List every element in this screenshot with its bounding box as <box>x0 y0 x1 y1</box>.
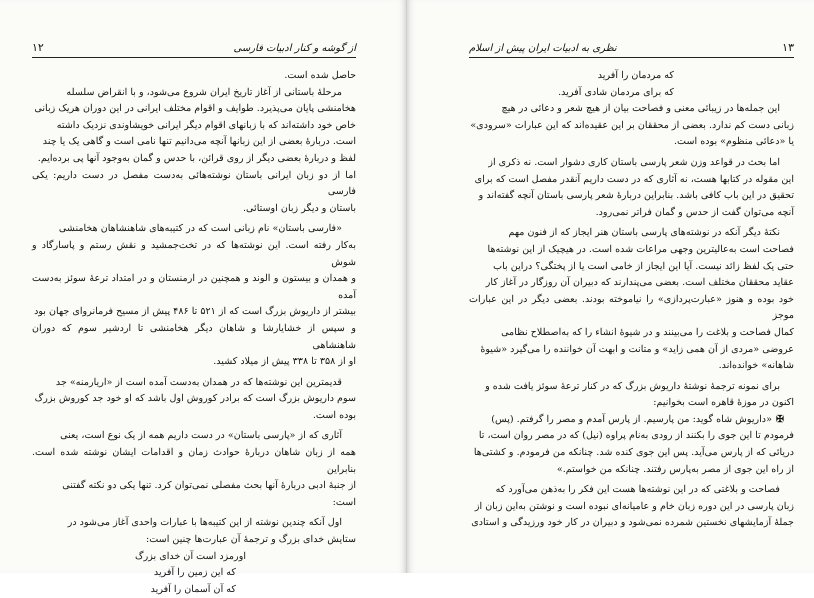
text-line <box>469 325 794 342</box>
text-line <box>469 85 794 102</box>
text-line <box>469 242 794 259</box>
text-line <box>32 101 356 118</box>
margin-mark-icon: ✠ <box>775 413 784 425</box>
line-text: این جمله‌ها در زیبائی معنی و فصاحت بیان از هیچ شعر و دعائی در هیچ <box>501 103 780 115</box>
line-text: دریائی که از پارس می‌آید. پس این جوی کنده شد. چنانکه من فرمودم. و کشتی‌ها <box>473 447 794 459</box>
right-page <box>407 0 814 573</box>
line-text: کمال فصاحت و بلاغت را می‌بینند و در شیوهٔ انشاء را که به‌اصطلاح نظامی <box>501 326 794 338</box>
text-line <box>469 118 794 135</box>
text-line <box>32 478 356 495</box>
line-text: شاهانه» خوانده‌اند. <box>718 360 794 372</box>
text-line <box>32 151 356 168</box>
line-text: زبان پارسی در این دوره زبان خام و عامیانه‌ای نبوده است و نوشتن به‌این زبان از <box>474 500 794 512</box>
text-line <box>32 134 356 151</box>
text-line <box>32 201 356 218</box>
line-text: که مردمان را آفرید <box>597 70 674 81</box>
text-line <box>32 565 356 582</box>
text-line <box>469 134 794 151</box>
line-text: هخامنشی پایان می‌پذیرد. طوایف و اقوام مختلف ایرانی در این دوران هریک زبانی <box>34 103 356 115</box>
line-text: باستان و دیگر زبان اوستائی. <box>242 202 356 214</box>
line-text: و سپس از خشایارشا و شاهان دیگر هخامنشی تا اردشیر سوم که دوران شاهنشاهی <box>32 322 356 351</box>
line-text: که این زمین را آفرید <box>153 567 236 579</box>
text-line <box>32 271 356 304</box>
left-page-body <box>32 68 356 598</box>
line-text: خود بوده و هنوز «عبارت‌پردازی» را نیاموخته بودند. بعضی دیگر در این عبارات موجز <box>469 293 794 322</box>
text-line <box>469 462 794 479</box>
text-line <box>32 68 356 85</box>
text-line <box>32 445 356 478</box>
line-text: بوده است. <box>312 409 356 421</box>
line-text: یا «دعائی منظوم» بوده است. <box>673 136 794 148</box>
text-line <box>32 304 356 321</box>
line-text: «فارسی باستان» نام زبانی است که در کتیبه‌های شاهنشاهان هخامنشی <box>58 223 342 235</box>
line-text: و همدان و بیستون و الوند و همچنین در ارمنستان و در امتداد ترعهٔ سوئز به‌دست آمده <box>32 273 356 301</box>
text-line <box>32 168 356 201</box>
text-line <box>469 155 794 172</box>
line-text: فصاحت و بلاغتی که در این نوشته‌ها هست این فکر را به‌ذهن می‌آورد که <box>495 484 780 496</box>
line-text: اما بحث در قواعد وزن شعر پارسی باستان کاری دشوار است. نه ذکری از <box>488 156 780 168</box>
text-line <box>32 238 356 271</box>
line-text: که آن آسمان را آفرید <box>150 583 236 595</box>
line-text: اما از دو زبان ایرانی باستان نوشته‌هائی به‌دست مفصل در دست داریم: یکی فارسی <box>32 169 356 198</box>
right-page-header <box>469 40 794 58</box>
line-text: حاصل شده است. <box>284 70 356 81</box>
line-text: خاص خود داشته‌اند که با زبانهای اقوام دیگر ایرانی خویشاوندی نزدیک داشته <box>56 119 356 131</box>
page-number: ۱۳ <box>782 41 794 54</box>
text-line <box>32 221 356 238</box>
line-text: تحقیق در این باب کافی باشد. بنابراین دربارهٔ شعر پارسی باستان آنچه گفته‌اند و <box>478 190 794 202</box>
text-line <box>469 445 794 462</box>
line-text: از جنبهٔ ادبی دربارهٔ آنها بحث مفصلی نمی‌توان کرد. تنها یکی دو نکته گفتنی <box>62 480 356 492</box>
text-line <box>469 379 794 396</box>
text-line <box>469 515 794 532</box>
line-text: اکنون در موزهٔ قاهره است بخوانیم: <box>653 397 794 409</box>
text-line <box>469 68 794 85</box>
text-line <box>32 515 356 532</box>
text-line <box>469 205 794 222</box>
right-page-body <box>469 68 794 532</box>
text-line <box>469 188 794 205</box>
line-text: از راه این جوی از مصر به‌پارس رفتند. چنانکه من خواستم.» <box>556 463 794 475</box>
line-text: قدیمترین این نوشته‌ها که در همدان به‌دست آمده است از «اریارمنه» جد <box>55 376 342 388</box>
left-page-header <box>32 40 356 58</box>
line-text: لفظ و دربارهٔ بعضی دیگر از روی قرائن، با حدس و گمان به‌وجود آنها پی برده‌ایم. <box>37 152 356 164</box>
text-line <box>32 582 356 598</box>
page-number: ۱۲ <box>32 41 44 54</box>
line-text: اول آنکه چندین نوشته از این کتیبه‌ها با عبارات واحدی آغاز می‌شود در <box>67 517 342 529</box>
line-text: ستایش خدای بزرگ و ترجمهٔ آن عبارت‌ها چنین است: <box>146 534 356 546</box>
line-text: برای نمونه ترجمهٔ نوشتهٔ داریوش بزرگ که در کنار ترعهٔ سوئز یافت شده و <box>485 380 780 392</box>
line-text: که برای مردمان شادی آفرید. <box>558 86 674 98</box>
line-text: سوم داریوش بزرگ است که برادر کوروش اول باشد که او خود جد کوروش بزرگ <box>34 393 356 405</box>
text-line <box>32 495 356 512</box>
line-text: اورمزد است آن خدای بزرگ <box>135 550 246 562</box>
line-text: حتی یک لفظ زائد نیست. آیا این ایجاز از خامی است یا از پختگی؟ دراین باب <box>493 260 794 272</box>
text-line <box>469 172 794 189</box>
line-text: «داریوش شاه گوید: من پارسیم. از پارس آمدم و مصر را گرفتم. (پس) <box>491 413 772 425</box>
line-text: نکتهٔ دیگر آنکه در نوشته‌های پارسی باستان هنر ایجاز که از فنون مهم <box>508 227 780 239</box>
line-text: آنچه می‌توان گفت از حدس و گمان فراتر نمی‌رود. <box>595 206 794 218</box>
running-title: نظری به ادبیات ایران پیش از اسلام <box>469 43 617 54</box>
text-line <box>469 342 794 359</box>
text-line <box>32 375 356 392</box>
text-line <box>469 101 794 118</box>
text-line <box>469 225 794 242</box>
line-text: زبانی دست کم ندارد. بعضی از محققان بر این عقیده‌اند که این عبارات «سرودی» <box>470 119 794 131</box>
line-text: عقاید محققان مختلف است. بعضی می‌پندارند که دبیران آن روزگار در آغاز کار <box>485 277 794 289</box>
text-line <box>32 549 356 566</box>
text-line <box>32 321 356 354</box>
text-line <box>469 395 794 412</box>
text-line <box>469 428 794 445</box>
line-text: همه از زبان شاهان دربارهٔ حوادث زمان و اقدامات ایشان نوشته شده است. بنابراین <box>32 447 356 475</box>
text-line <box>32 118 356 135</box>
running-title: از گوشه و کنار ادبیات فارسی <box>233 43 356 54</box>
line-text: جملهٔ آزمایشهای نخستین شمرده نمی‌شود و دبیران در کار خود ورزیدگی و استادی <box>471 517 794 529</box>
line-text: این مقوله در کتابها هست، نه آثاری که در دست داریم آنقدر مفصل است که برای <box>474 173 794 185</box>
text-line <box>32 85 356 102</box>
line-text: بیشتر از داریوش بزرگ است که از ۵۲۱ تا ۴۸۶ پیش از مسیح فرمانروای جهان بود <box>34 306 356 318</box>
line-text: او از ۳۵۸ تا ۳۳۸ پیش از میلاد کشید. <box>213 356 356 368</box>
line-text: است. دربارهٔ بعضی از این زبانها آنچه می‌دانیم تنها نامی است و گاهی یک یا چند <box>42 136 356 148</box>
line-text: عروضی «مردی از آن همی زاید» و متانت و ابهت آن خواننده را می‌گیرد «شیوهٔ <box>480 343 794 355</box>
text-line <box>469 259 794 276</box>
text-line <box>469 275 794 292</box>
text-line <box>469 292 794 325</box>
text-line <box>32 354 356 371</box>
line-text: فرمودم تا این جوی را بکنند از رودی به‌نام پراوه (نیل) که در مصر روان است، تا <box>478 430 794 442</box>
line-text: مرحلهٔ باستانی از آغاز تاریخ ایران شروع می‌شود، و با انقراض سلسله <box>66 86 342 98</box>
text-line <box>469 412 794 429</box>
line-text: است: <box>332 496 356 508</box>
text-line <box>32 532 356 549</box>
line-text: به‌کار رفته است. این نوشته‌ها که در تخت‌جمشید و نقش رستم و پاسارگاد و شوش <box>32 239 356 268</box>
text-line <box>32 391 356 408</box>
text-line <box>469 358 794 375</box>
text-line <box>469 482 794 499</box>
line-text: فصاحت است به‌عالیترین وجهی مراعات شده است. در هیچیک از این نوشته‌ها <box>487 243 794 255</box>
text-line <box>32 408 356 425</box>
line-text: آثاری که از «پارسی باستان» در دست داریم همه از یک نوع است، یعنی <box>60 430 342 442</box>
text-line <box>32 428 356 445</box>
left-page <box>0 0 407 595</box>
text-line <box>469 499 794 516</box>
